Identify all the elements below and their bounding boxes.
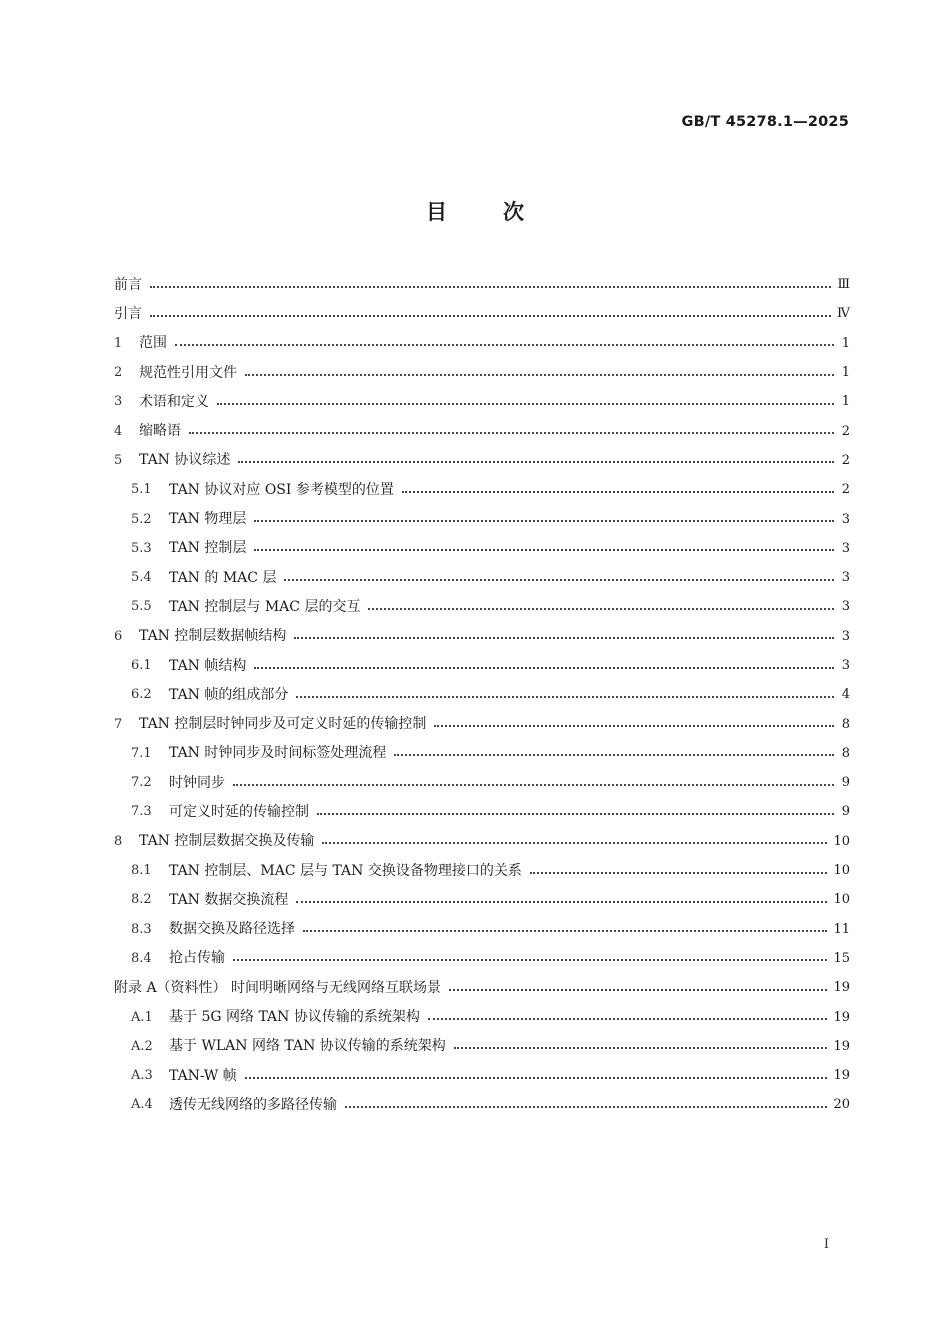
toc-entry-number: 6 bbox=[114, 628, 123, 644]
toc-entry-page: 3 bbox=[841, 628, 850, 644]
toc-dot-leader bbox=[175, 344, 834, 346]
toc-entry-page: 20 bbox=[833, 1097, 850, 1113]
toc-dot-leader bbox=[217, 403, 834, 405]
standard-number: GB/T 45278.1—2025 bbox=[681, 114, 849, 130]
toc-dot-leader bbox=[254, 549, 834, 551]
toc-entry-page: 19 bbox=[833, 1009, 850, 1025]
toc-dot-leader bbox=[303, 930, 827, 932]
toc-entry-page: 19 bbox=[833, 1068, 850, 1084]
toc-entry-number: A.1 bbox=[131, 1009, 153, 1025]
toc-entry-title: TAN 控制层 bbox=[169, 540, 247, 557]
toc-entry-number: 8 bbox=[114, 833, 123, 849]
toc-entry[interactable] bbox=[114, 299, 850, 328]
toc-entry-number: 7.2 bbox=[131, 775, 152, 791]
toc-entry-title: 抢占传输 bbox=[169, 950, 225, 967]
toc-entry[interactable] bbox=[114, 416, 850, 445]
toc-entry-number: 1 bbox=[114, 335, 123, 351]
toc-dot-leader bbox=[189, 432, 834, 434]
toc-dot-leader bbox=[254, 667, 834, 669]
page-title-part2: 次 bbox=[503, 200, 524, 224]
table-of-contents bbox=[114, 270, 850, 1120]
toc-entry-title: 附录 A（资料性） 时间明晰网络与无线网络互联场景 bbox=[114, 979, 442, 996]
toc-entry[interactable] bbox=[114, 1002, 850, 1031]
toc-entry-number: 3 bbox=[114, 394, 123, 410]
toc-entry-number: A.4 bbox=[131, 1097, 153, 1113]
toc-entry-title: 透传无线网络的多路径传输 bbox=[169, 1096, 337, 1113]
toc-dot-leader bbox=[434, 725, 834, 727]
toc-entry-page: 10 bbox=[833, 892, 850, 908]
toc-entry-page: 3 bbox=[841, 511, 850, 527]
toc-entry-title: 引言 bbox=[114, 305, 142, 322]
toc-dot-leader bbox=[284, 579, 834, 581]
toc-entry-number: 5.4 bbox=[131, 570, 152, 586]
toc-entry-title: 时钟同步 bbox=[169, 774, 225, 791]
footer-page-number: Ⅰ bbox=[823, 1237, 829, 1252]
toc-entry-number: 6.1 bbox=[131, 658, 152, 673]
toc-entry[interactable] bbox=[114, 915, 850, 944]
toc-entry[interactable] bbox=[114, 739, 850, 768]
toc-entry[interactable] bbox=[114, 885, 850, 914]
toc-entry-number: A.2 bbox=[131, 1038, 153, 1054]
toc-dot-leader bbox=[394, 754, 834, 756]
toc-entry-page: 3 bbox=[841, 540, 850, 556]
toc-entry-title: 规范性引用文件 bbox=[139, 364, 237, 381]
toc-entry-title: 缩略语 bbox=[139, 423, 181, 440]
toc-entry-page: Ⅳ bbox=[837, 306, 850, 322]
toc-entry[interactable] bbox=[114, 768, 850, 797]
toc-dot-leader bbox=[296, 696, 834, 698]
toc-entry-title: 前言 bbox=[114, 276, 142, 293]
toc-entry[interactable] bbox=[114, 534, 850, 563]
toc-dot-leader bbox=[233, 959, 827, 961]
toc-entry[interactable] bbox=[114, 680, 850, 709]
toc-entry[interactable] bbox=[114, 827, 850, 856]
toc-entry-title: 数据交换及路径选择 bbox=[169, 921, 295, 938]
toc-entry-title: TAN 帧结构 bbox=[169, 657, 247, 674]
toc-entry-number: 8.2 bbox=[131, 892, 152, 908]
toc-entry-page: 3 bbox=[841, 658, 850, 673]
toc-entry-title: 可定义时延的传输控制 bbox=[169, 803, 309, 820]
toc-entry-page: 3 bbox=[841, 599, 850, 615]
toc-dot-leader bbox=[238, 461, 834, 463]
toc-entry-page: 19 bbox=[833, 980, 850, 996]
toc-entry-page: 2 bbox=[841, 482, 850, 498]
toc-entry-title: TAN 物理层 bbox=[169, 511, 247, 528]
toc-entry[interactable] bbox=[114, 504, 850, 533]
toc-entry-page: 9 bbox=[841, 775, 850, 791]
toc-entry-number: 5.3 bbox=[131, 540, 152, 556]
toc-entry-title: TAN 数据交换流程 bbox=[169, 891, 289, 908]
toc-entry[interactable] bbox=[114, 563, 850, 592]
toc-dot-leader bbox=[150, 286, 831, 288]
toc-entry-title: TAN 协议对应 OSI 参考模型的位置 bbox=[169, 481, 394, 498]
toc-entry[interactable] bbox=[114, 592, 850, 621]
toc-entry[interactable] bbox=[114, 622, 850, 651]
toc-entry-title: TAN 控制层、MAC 层与 TAN 交换设备物理接口的关系 bbox=[169, 862, 522, 879]
toc-entry[interactable] bbox=[114, 709, 850, 738]
toc-entry-page: 3 bbox=[841, 570, 850, 586]
toc-dot-leader bbox=[233, 784, 834, 786]
toc-dot-leader bbox=[317, 813, 834, 815]
toc-entry-title: 范围 bbox=[139, 335, 167, 352]
toc-entry-number: 7.1 bbox=[131, 745, 152, 761]
page-title-part1: 目 bbox=[426, 200, 447, 224]
toc-entry-title: TAN 控制层与 MAC 层的交互 bbox=[169, 598, 361, 615]
toc-entry-title: TAN 控制层数据帧结构 bbox=[139, 628, 287, 645]
toc-entry-page: 1 bbox=[841, 335, 850, 351]
toc-entry[interactable] bbox=[114, 270, 850, 299]
toc-entry-page: 2 bbox=[841, 423, 850, 439]
toc-entry-title: TAN-W 帧 bbox=[169, 1067, 237, 1084]
toc-entry-page: 1 bbox=[841, 394, 850, 410]
toc-entry-number: A.3 bbox=[131, 1068, 153, 1084]
toc-entry-title: TAN 时钟同步及时间标签处理流程 bbox=[169, 745, 387, 762]
toc-entry-title: TAN 控制层数据交换及传输 bbox=[139, 833, 315, 850]
toc-entry-page: 10 bbox=[833, 863, 850, 879]
toc-entry-page: 19 bbox=[833, 1038, 850, 1054]
toc-entry-page: 10 bbox=[833, 833, 850, 849]
toc-dot-leader bbox=[296, 901, 827, 903]
toc-dot-leader bbox=[530, 872, 828, 874]
toc-entry-number: 7 bbox=[114, 716, 123, 732]
toc-entry-page: 15 bbox=[833, 950, 850, 966]
toc-entry-number: 8.4 bbox=[131, 950, 152, 966]
toc-entry-page: 4 bbox=[841, 687, 850, 703]
toc-entry-page: 2 bbox=[841, 452, 850, 468]
toc-dot-leader bbox=[449, 989, 827, 991]
toc-dot-leader bbox=[345, 1106, 827, 1108]
toc-entry-page: Ⅲ bbox=[837, 277, 850, 293]
toc-dot-leader bbox=[294, 637, 834, 639]
toc-entry[interactable] bbox=[114, 329, 850, 358]
toc-entry[interactable] bbox=[114, 651, 850, 680]
toc-entry-title: TAN 的 MAC 层 bbox=[169, 569, 277, 586]
toc-entry-number: 5.5 bbox=[131, 599, 152, 615]
toc-entry[interactable] bbox=[114, 387, 850, 416]
toc-entry[interactable] bbox=[114, 973, 850, 1002]
toc-dot-leader bbox=[454, 1047, 828, 1049]
toc-entry-title: 基于 5G 网络 TAN 协议传输的系统架构 bbox=[169, 1009, 420, 1026]
toc-entry-number: 5.1 bbox=[131, 482, 152, 498]
toc-dot-leader bbox=[245, 1077, 828, 1079]
toc-entry[interactable] bbox=[114, 475, 850, 504]
toc-dot-leader bbox=[402, 491, 834, 493]
toc-entry-title: TAN 控制层时钟同步及可定义时延的传输控制 bbox=[139, 716, 427, 733]
toc-entry-page: 8 bbox=[841, 716, 850, 732]
toc-entry-title: TAN 协议综述 bbox=[139, 452, 231, 469]
toc-entry-number: 5.2 bbox=[131, 511, 152, 527]
toc-entry[interactable] bbox=[114, 1090, 850, 1119]
toc-entry[interactable] bbox=[114, 856, 850, 885]
toc-entry-page: 1 bbox=[841, 365, 850, 381]
toc-entry[interactable] bbox=[114, 358, 850, 387]
toc-entry-number: 6.2 bbox=[131, 687, 152, 703]
toc-entry[interactable] bbox=[114, 1032, 850, 1061]
toc-entry-number: 8.3 bbox=[131, 921, 152, 937]
toc-entry-title: 术语和定义 bbox=[139, 393, 209, 410]
toc-entry-number: 7.3 bbox=[131, 804, 152, 820]
toc-dot-leader bbox=[322, 842, 827, 844]
toc-entry-title: TAN 帧的组成部分 bbox=[169, 686, 289, 703]
toc-entry-page: 9 bbox=[841, 804, 850, 820]
toc-entry[interactable] bbox=[114, 446, 850, 475]
toc-entry[interactable] bbox=[114, 944, 850, 973]
toc-entry-number: 2 bbox=[114, 365, 123, 381]
toc-entry-title: 基于 WLAN 网络 TAN 协议传输的系统架构 bbox=[169, 1038, 446, 1055]
toc-dot-leader bbox=[428, 1018, 828, 1020]
toc-entry-number: 4 bbox=[114, 423, 123, 439]
toc-entry-page: 8 bbox=[841, 745, 850, 761]
toc-entry[interactable] bbox=[114, 797, 850, 826]
toc-entry-number: 8.1 bbox=[131, 863, 152, 879]
toc-entry[interactable] bbox=[114, 1061, 850, 1090]
page-title bbox=[0, 196, 950, 226]
toc-entry-page: 11 bbox=[833, 921, 850, 937]
toc-dot-leader bbox=[150, 315, 831, 317]
toc-dot-leader bbox=[368, 608, 834, 610]
toc-dot-leader bbox=[254, 520, 834, 522]
toc-dot-leader bbox=[245, 374, 834, 376]
toc-entry-number: 5 bbox=[114, 452, 123, 468]
